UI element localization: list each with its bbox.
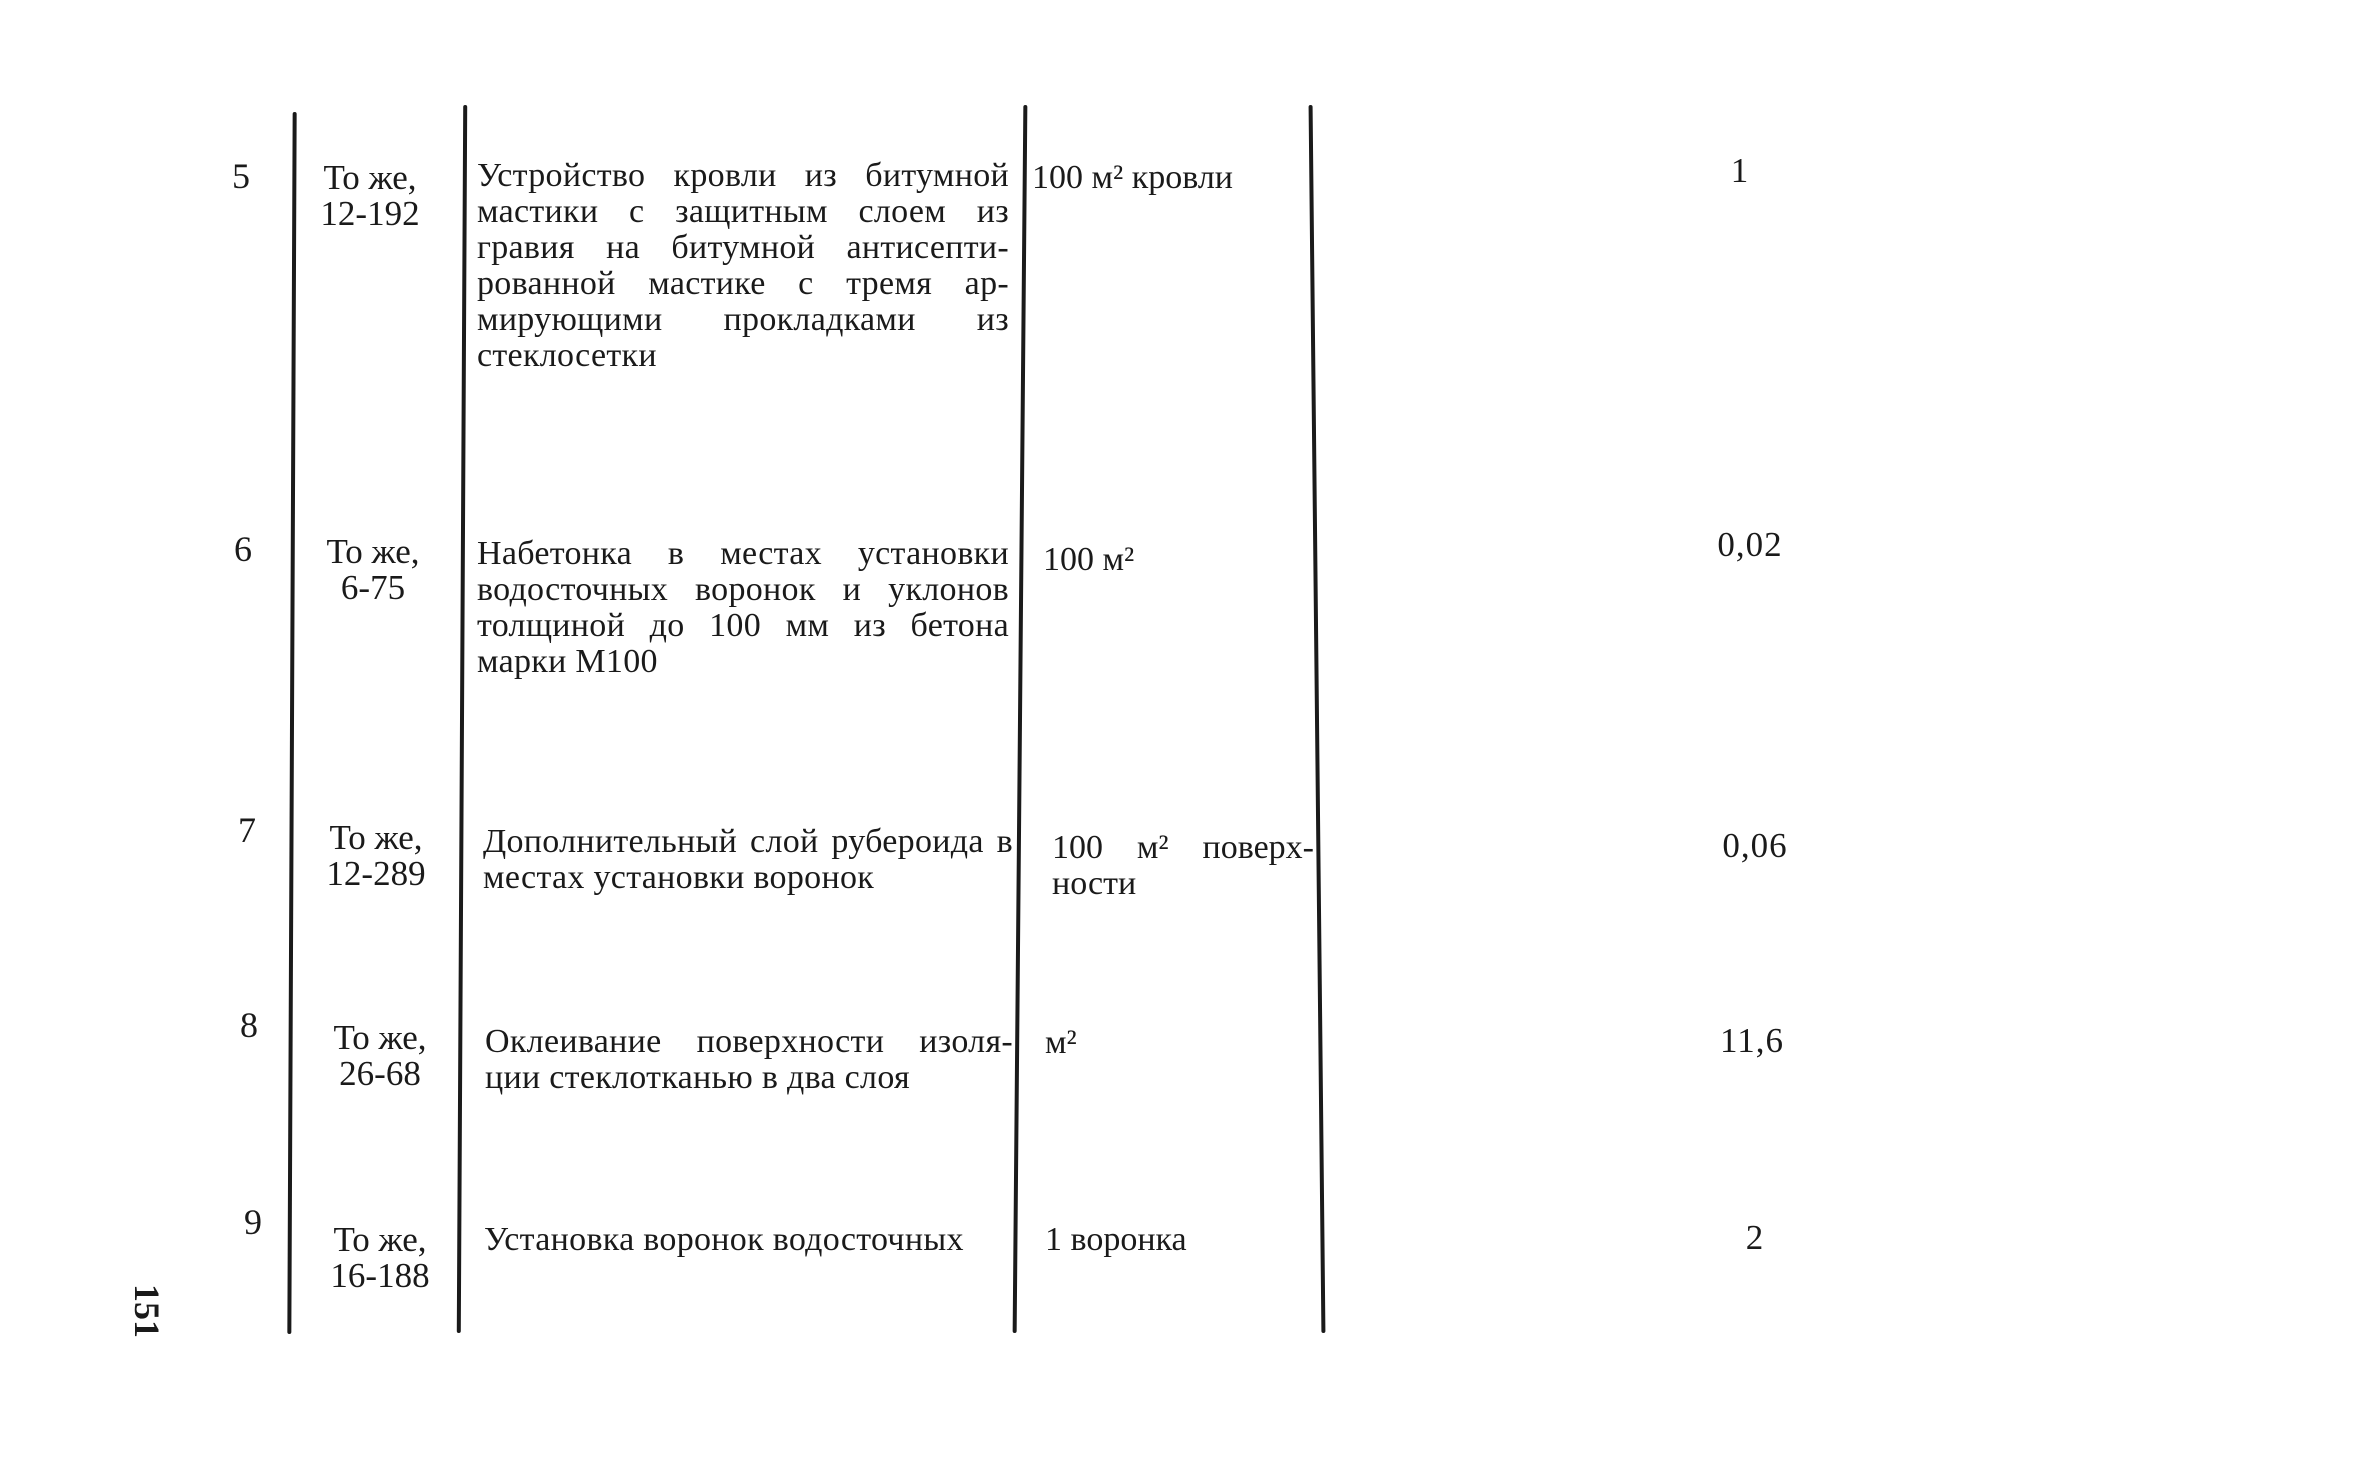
row-quantity: 1 [1730,151,1750,190]
row-reference [305,1222,455,1294]
row-number: 9 [244,1202,262,1242]
page-number: 151 [127,1284,167,1338]
row-reference [305,1020,455,1092]
reference-code: 6-75 [340,568,406,607]
row-quantity: 0,02 [1717,525,1783,564]
row-unit: 100 м² кровли [1032,159,1233,196]
reference-label: То же, [326,532,420,571]
row-number: 5 [232,156,250,196]
row-reference [295,160,445,232]
reference-code: 16-188 [330,1256,430,1295]
row-unit: 100 м² поверх-ности [1052,829,1314,902]
reference-code: 12-289 [326,854,426,893]
column-rule-2 [457,105,467,1333]
column-rule-3 [1013,105,1028,1333]
row-description: Установка воронок водосточных [484,1221,964,1258]
row-reference [301,820,451,892]
reference-code: 12-192 [320,194,420,233]
reference-code: 26-68 [339,1054,421,1093]
row-reference [298,534,448,606]
row-description: Дополнительный слой рубероида в местах установки воронок [483,823,1013,896]
row-quantity: 0,06 [1722,826,1788,865]
row-description: Оклеивание поверхности изоля-ции стеклотканью в два слоя [485,1023,1013,1096]
row-description: Устройство кровли из битумной мастики с защитным слоем из гравия на битумной антисепти-рованной мастике с тремя ар-мирующими прокладками из стеклосетки [477,157,1009,374]
column-rule-1 [287,112,296,1334]
row-unit: м² [1045,1024,1077,1061]
reference-label: То же, [333,1220,427,1259]
reference-label: То же, [333,1018,427,1057]
row-quantity: 2 [1745,1218,1765,1257]
row-unit: 1 воронка [1045,1221,1187,1258]
reference-label: То же, [323,158,417,197]
row-number: 8 [240,1005,258,1045]
row-unit: 100 м² [1043,541,1135,578]
reference-label: То же, [329,818,423,857]
row-number: 6 [234,529,252,569]
row-description: Набетонка в местах установки водосточных воронок и уклонов толщиной до 100 мм из бетона марки М100 [477,535,1009,680]
column-rule-4 [1309,105,1326,1333]
row-quantity: 11,6 [1720,1021,1784,1060]
row-number: 7 [238,810,256,850]
